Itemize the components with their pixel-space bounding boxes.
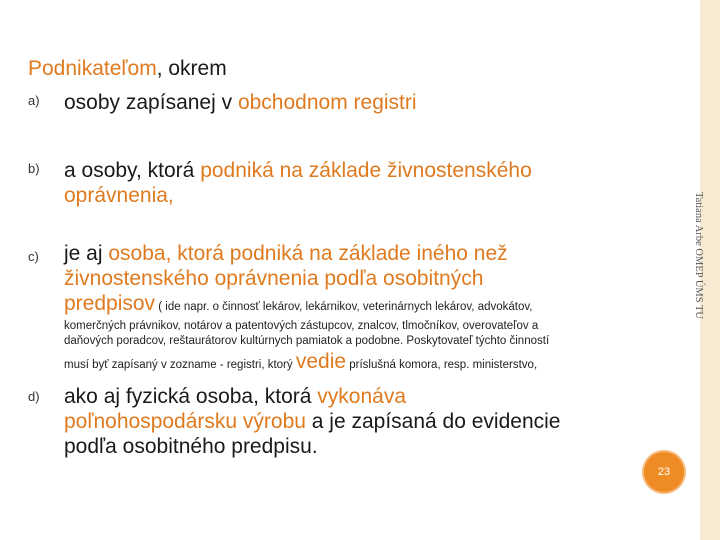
side-author-text: Tatiana Arbe OMEP ÚMS TU: [693, 192, 704, 320]
item-d-l2-part-1: poľnohospodársku výrobu: [64, 410, 306, 433]
item-b-l1-part-2: podniká na základe živnostenského: [200, 159, 532, 182]
item-c-last-big: vedie: [295, 350, 347, 373]
item-c-l3-small: ( ide napr. o činnosť lekárov, lekárnikov, veterinárnych lekárov, advokátov,: [155, 301, 533, 313]
item-b-l1-part-1: a osoby, ktorá: [64, 159, 201, 182]
item-c-l1-part-1: je aj: [64, 242, 109, 265]
item-c-l1-part-2: osoba, ktorá podniká na základe iného než: [108, 242, 508, 265]
item-b-line-1: [64, 158, 684, 183]
heading-rest: , okrem: [156, 57, 227, 80]
list-marker-c: c): [28, 249, 39, 264]
item-d-l1-part-1: ako aj fyzická osoba, ktorá: [64, 385, 318, 408]
list-marker-b: b): [28, 161, 40, 176]
item-d-l1-part-2: vykonáva: [317, 385, 407, 408]
item-d-l2-part-2: a je zapísaná do evidencie: [305, 410, 561, 433]
item-d-line-3: [64, 434, 684, 459]
heading: [28, 56, 227, 82]
heading-accent: Podnikateľom: [28, 57, 157, 80]
item-a-text: [64, 90, 684, 115]
item-c-line-1: [64, 241, 684, 266]
item-a-part-2: obchodnom registri: [237, 91, 417, 114]
item-b-text: [64, 158, 684, 208]
item-c-l2-part-1: živnostenského oprávnenia podľa osobitných: [64, 267, 484, 290]
item-d-l3-part-1: podľa osobitného predpisu.: [64, 435, 318, 458]
page-number-badge: 23: [644, 452, 684, 492]
item-d-text: [64, 384, 684, 459]
item-d-line-1: [64, 384, 684, 409]
item-b-l2-part-1: oprávnenia,: [64, 184, 174, 207]
item-c-last-line: [64, 349, 684, 375]
item-d-line-2: [64, 409, 684, 434]
item-b-line-2: [64, 183, 684, 208]
item-c-small-line-2: daňových poradcov, reštaurátorov kultúrnych pamiatok a podobne. Poskytovateľ týchto činností: [64, 335, 550, 347]
item-c-last-small-a: musí byť zapísaný v zozname - registri, ktorý: [64, 359, 296, 371]
item-c-l3-big: predpisov: [64, 292, 156, 315]
item-c-text: [64, 241, 684, 375]
item-c-small-line-1: komerčných právnikov, notárov a patentových zástupcov, znalcov, tlmočníkov, overovateľov a: [64, 320, 539, 332]
item-c-line-2: [64, 266, 684, 291]
item-c-line-3: [64, 291, 684, 317]
list-marker-d: d): [28, 389, 40, 404]
item-a-part-1: osoby zapísanej v: [64, 91, 238, 114]
list-marker-a: a): [28, 93, 40, 108]
item-c-last-small-b: príslušná komora, resp. ministerstvo,: [346, 359, 538, 371]
